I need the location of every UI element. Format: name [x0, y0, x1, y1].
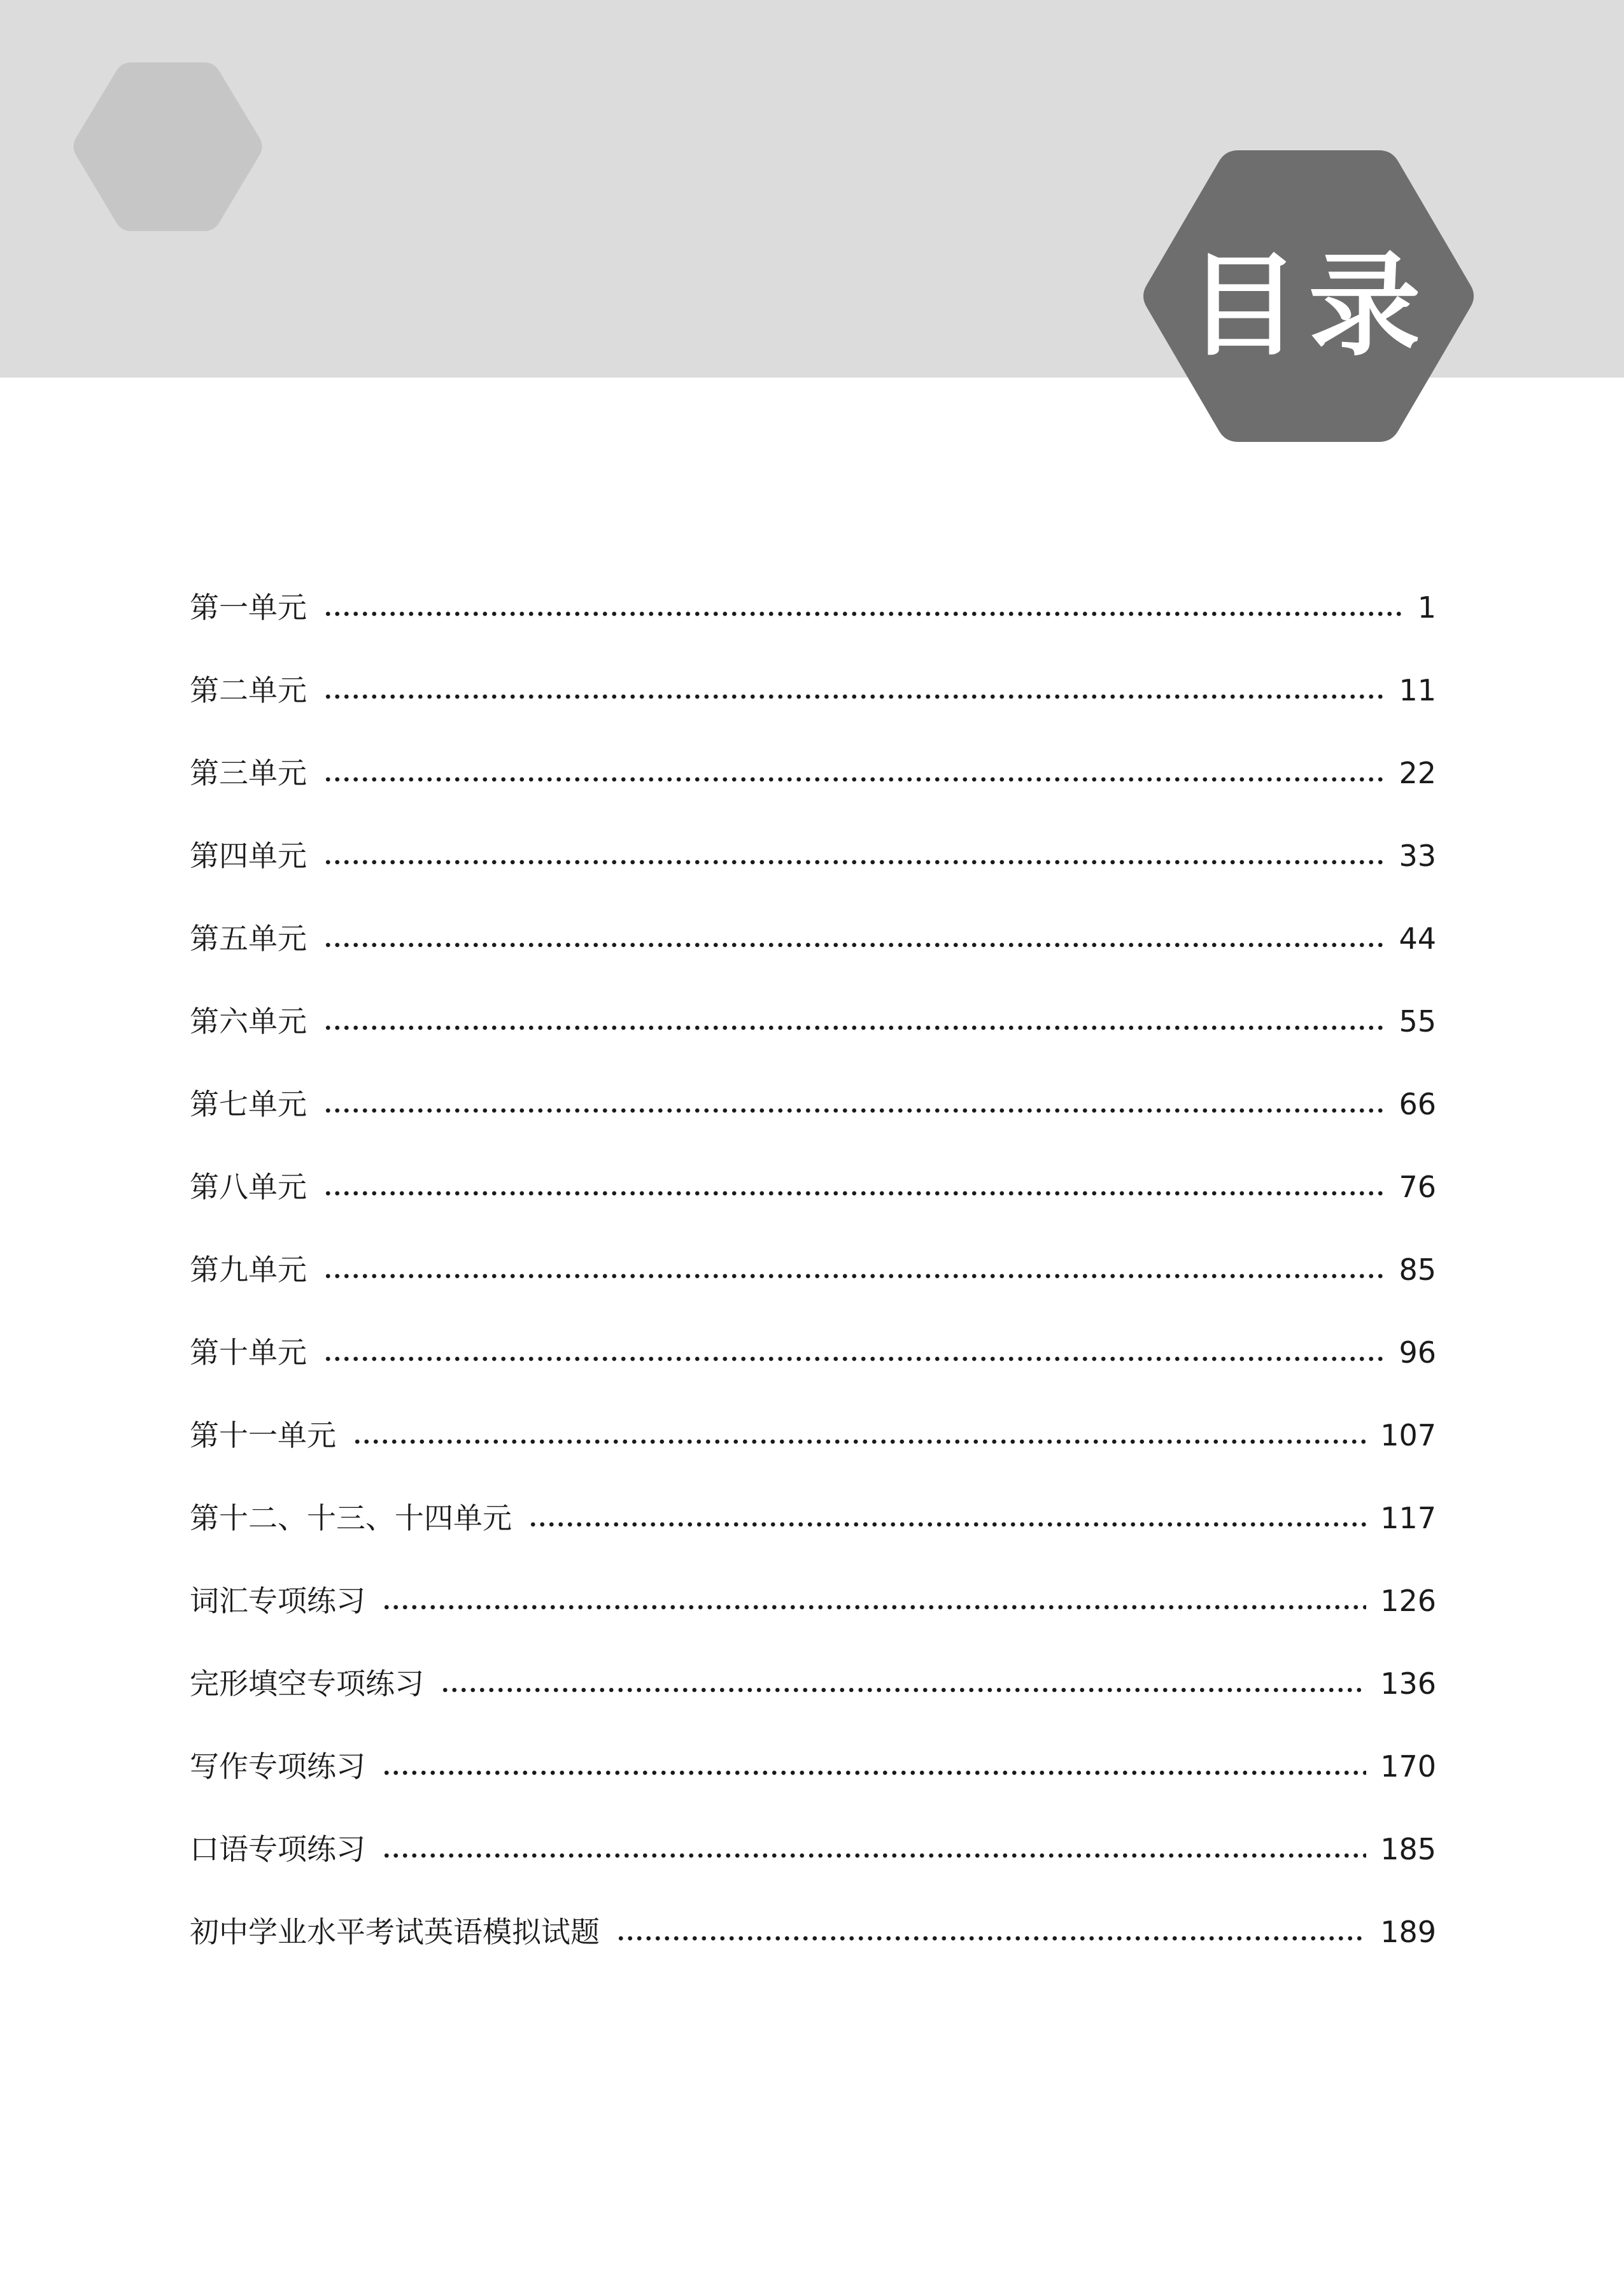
toc-leader-dots	[323, 1247, 1385, 1293]
toc-entry-title: 第八单元	[190, 1170, 307, 1204]
toc-entry-page: 66	[1399, 1087, 1436, 1121]
toc-entry-title: 第二单元	[190, 673, 307, 707]
toc-leader-dots	[323, 750, 1385, 796]
toc-entry[interactable]	[190, 1578, 1436, 1661]
toc-leader-dots	[323, 1081, 1385, 1127]
toc-entry[interactable]	[190, 1247, 1436, 1330]
toc-entry-title: 第九单元	[190, 1253, 307, 1287]
toc-entry-page: 107	[1380, 1418, 1436, 1452]
toc-entry-title: 初中学业水平考试英语模拟试题	[190, 1915, 600, 1949]
toc-entry[interactable]	[190, 667, 1436, 750]
toc-entry[interactable]	[190, 1743, 1436, 1826]
toc-entry[interactable]	[190, 585, 1436, 667]
toc-entry-title: 第十二、十三、十四单元	[190, 1501, 512, 1535]
toc-entry-title: 第一单元	[190, 590, 307, 625]
toc-leader-dots	[353, 1412, 1366, 1458]
toc-entry-title: 第十一单元	[190, 1418, 336, 1452]
toc-entry-page: 126	[1380, 1584, 1436, 1618]
toc-entry-title: 第十单元	[190, 1335, 307, 1370]
toc-entry-title: 口语专项练习	[190, 1832, 365, 1866]
table-of-contents	[190, 585, 1436, 1992]
toc-entry-page: 117	[1380, 1501, 1436, 1535]
toc-entry-title: 完形填空专项练习	[190, 1666, 424, 1701]
toc-entry-page: 189	[1380, 1915, 1436, 1949]
toc-leader-dots	[382, 1578, 1366, 1624]
toc-entry-page: 22	[1399, 756, 1436, 790]
toc-entry[interactable]	[190, 998, 1436, 1081]
toc-entry[interactable]	[190, 1909, 1436, 1992]
toc-entry-page: 44	[1399, 921, 1436, 956]
toc-entry[interactable]	[190, 916, 1436, 998]
toc-leader-dots	[323, 667, 1385, 713]
toc-leader-dots	[382, 1826, 1366, 1872]
toc-entry[interactable]	[190, 750, 1436, 833]
toc-entry-title: 第三单元	[190, 756, 307, 790]
toc-entry-title: 写作专项练习	[190, 1749, 365, 1784]
toc-entry-title: 第四单元	[190, 839, 307, 873]
toc-entry-title: 第五单元	[190, 921, 307, 956]
hexagon-decoration-icon	[69, 59, 267, 235]
toc-entry-page: 76	[1399, 1170, 1436, 1204]
toc-entry-title: 第六单元	[190, 1004, 307, 1039]
toc-entry[interactable]	[190, 833, 1436, 916]
toc-entry[interactable]	[190, 1412, 1436, 1495]
toc-entry[interactable]	[190, 1826, 1436, 1909]
toc-entry-page: 185	[1380, 1832, 1436, 1866]
toc-entry[interactable]	[190, 1330, 1436, 1412]
toc-entry[interactable]	[190, 1081, 1436, 1164]
toc-entry-page: 11	[1399, 673, 1436, 707]
toc-leader-dots	[382, 1743, 1366, 1789]
toc-leader-dots	[441, 1661, 1366, 1707]
toc-entry[interactable]	[190, 1495, 1436, 1578]
toc-leader-dots	[323, 916, 1385, 962]
toc-leader-dots	[323, 585, 1403, 630]
toc-entry[interactable]	[190, 1164, 1436, 1247]
toc-entry[interactable]	[190, 1661, 1436, 1743]
toc-leader-dots	[323, 1330, 1385, 1375]
toc-entry-title: 第七单元	[190, 1087, 307, 1121]
toc-leader-dots	[528, 1495, 1366, 1541]
toc-entry-page: 136	[1380, 1666, 1436, 1701]
toc-leader-dots	[323, 833, 1385, 879]
toc-entry-page: 1	[1417, 590, 1436, 625]
toc-leader-dots	[323, 1164, 1385, 1210]
toc-entry-page: 55	[1399, 1004, 1436, 1039]
toc-leader-dots	[616, 1909, 1366, 1955]
toc-entry-page: 96	[1399, 1335, 1436, 1370]
toc-entry-title: 词汇专项练习	[190, 1584, 365, 1618]
toc-entry-page: 33	[1399, 839, 1436, 873]
page-title: 目录	[1187, 240, 1430, 371]
toc-entry-page: 85	[1399, 1253, 1436, 1287]
toc-leader-dots	[323, 998, 1385, 1044]
toc-entry-page: 170	[1380, 1749, 1436, 1784]
